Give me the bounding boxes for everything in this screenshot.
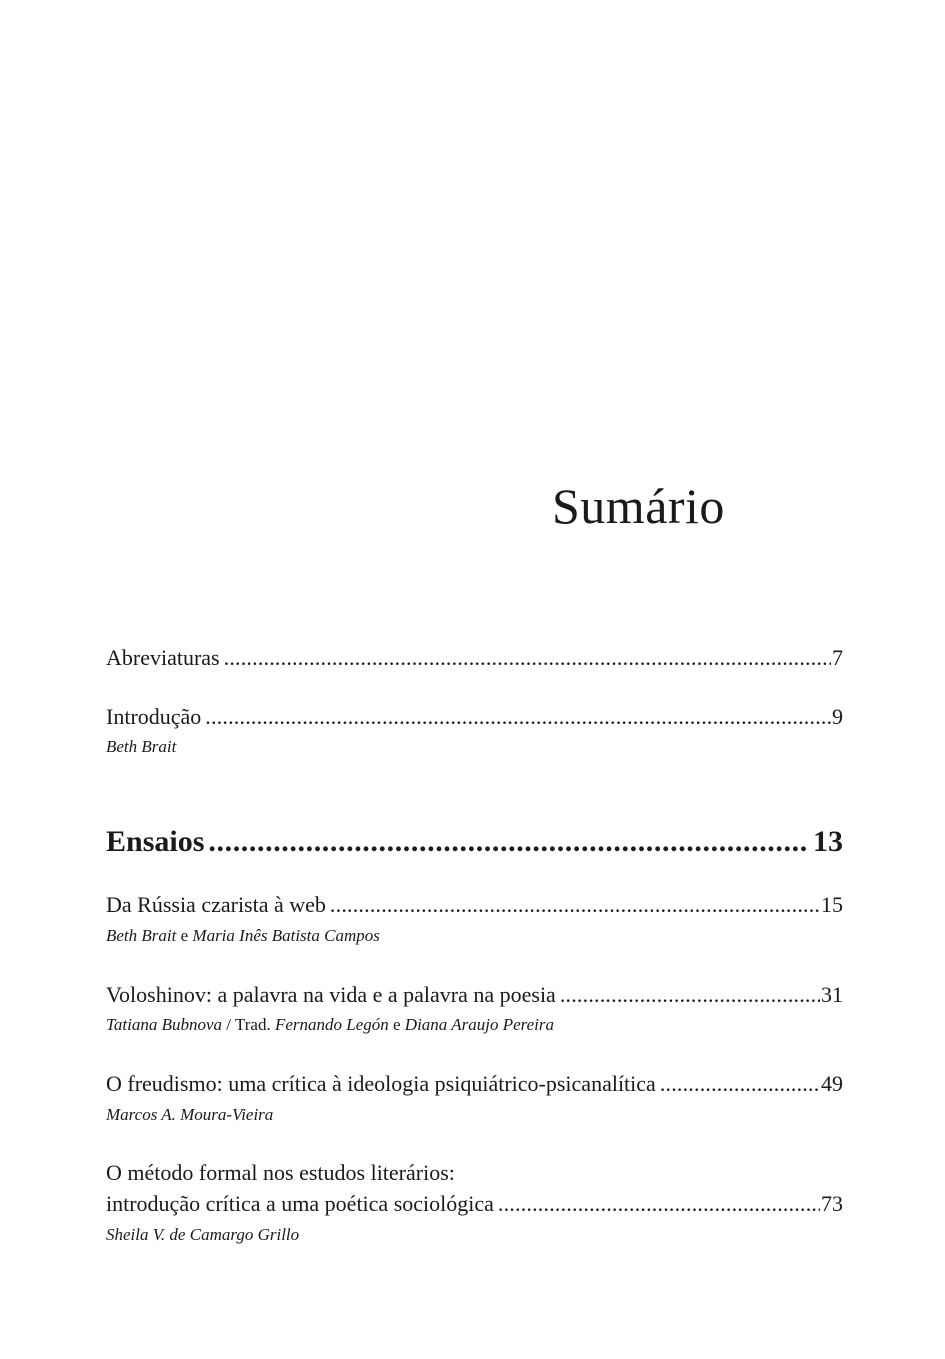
translator-name: Diana Araujo Pereira — [404, 1015, 555, 1034]
toc-page-number: 7 — [832, 645, 843, 670]
author-name: Marcos A. Moura-Vieira — [106, 1105, 274, 1124]
toc-entry-freudismo[interactable] — [106, 1069, 843, 1099]
toc-entry-metodo-title-line1[interactable]: O método formal nos estudos literários: — [106, 1160, 455, 1185]
toc-entry-abreviaturas[interactable] — [106, 643, 843, 673]
author-name: Tatiana Bubnova — [106, 1015, 223, 1034]
toc-entry-title: introdução crítica a uma poética sociológica — [106, 1191, 494, 1216]
toc-entry-metodo[interactable] — [106, 1189, 843, 1219]
dot-leader — [560, 980, 820, 1010]
toc-entry-title: Da Rússia czarista à web — [106, 892, 326, 917]
page-title: Sumário — [552, 477, 725, 534]
translator-label: / Trad. — [222, 1015, 275, 1034]
toc-entry-russia[interactable] — [106, 890, 843, 920]
toc-page-number: 49 — [821, 1071, 843, 1096]
dot-leader — [498, 1189, 820, 1219]
toc-entry-title: Abreviaturas — [106, 645, 220, 670]
author-name: Beth Brait — [106, 737, 177, 756]
author-name: Beth Brait — [106, 926, 177, 945]
author-name: Sheila V. de Camargo Grillo — [106, 1225, 300, 1244]
toc-page-number: 15 — [821, 892, 843, 917]
author-conjunction: e — [388, 1015, 405, 1034]
toc-page-number: 73 — [821, 1191, 843, 1216]
toc-entry-title: Voloshinov: a palavra na vida e a palavra na poesia — [106, 982, 556, 1007]
dot-leader — [224, 643, 831, 673]
translator-name: Fernando Legón — [274, 1015, 389, 1034]
dot-leader — [330, 890, 820, 920]
toc-page-number: 13 — [813, 825, 843, 858]
author-name: Maria Inês Batista Campos — [192, 926, 380, 945]
toc-entry-author — [106, 1013, 554, 1037]
toc-section-ensaios[interactable] — [106, 822, 843, 862]
toc-entry-title: Introdução — [106, 704, 202, 729]
toc-entry-author — [106, 735, 176, 759]
toc-entry-title: O freudismo: uma crítica à ideologia psiquiátrico-psicanalítica — [106, 1071, 656, 1096]
toc-section-title: Ensaios — [106, 825, 205, 858]
toc-entry-author — [106, 924, 380, 948]
author-conjunction: e — [176, 926, 193, 945]
toc-entry-author — [106, 1223, 299, 1247]
dot-leader — [205, 702, 831, 732]
toc-page-number: 9 — [832, 704, 843, 729]
toc-entry-voloshinov[interactable] — [106, 980, 843, 1010]
toc-entry-introducao[interactable] — [106, 702, 843, 732]
toc-entry-author — [106, 1103, 273, 1127]
toc-page-number: 31 — [821, 982, 843, 1007]
dot-leader — [660, 1069, 820, 1099]
dot-leader — [208, 822, 808, 862]
